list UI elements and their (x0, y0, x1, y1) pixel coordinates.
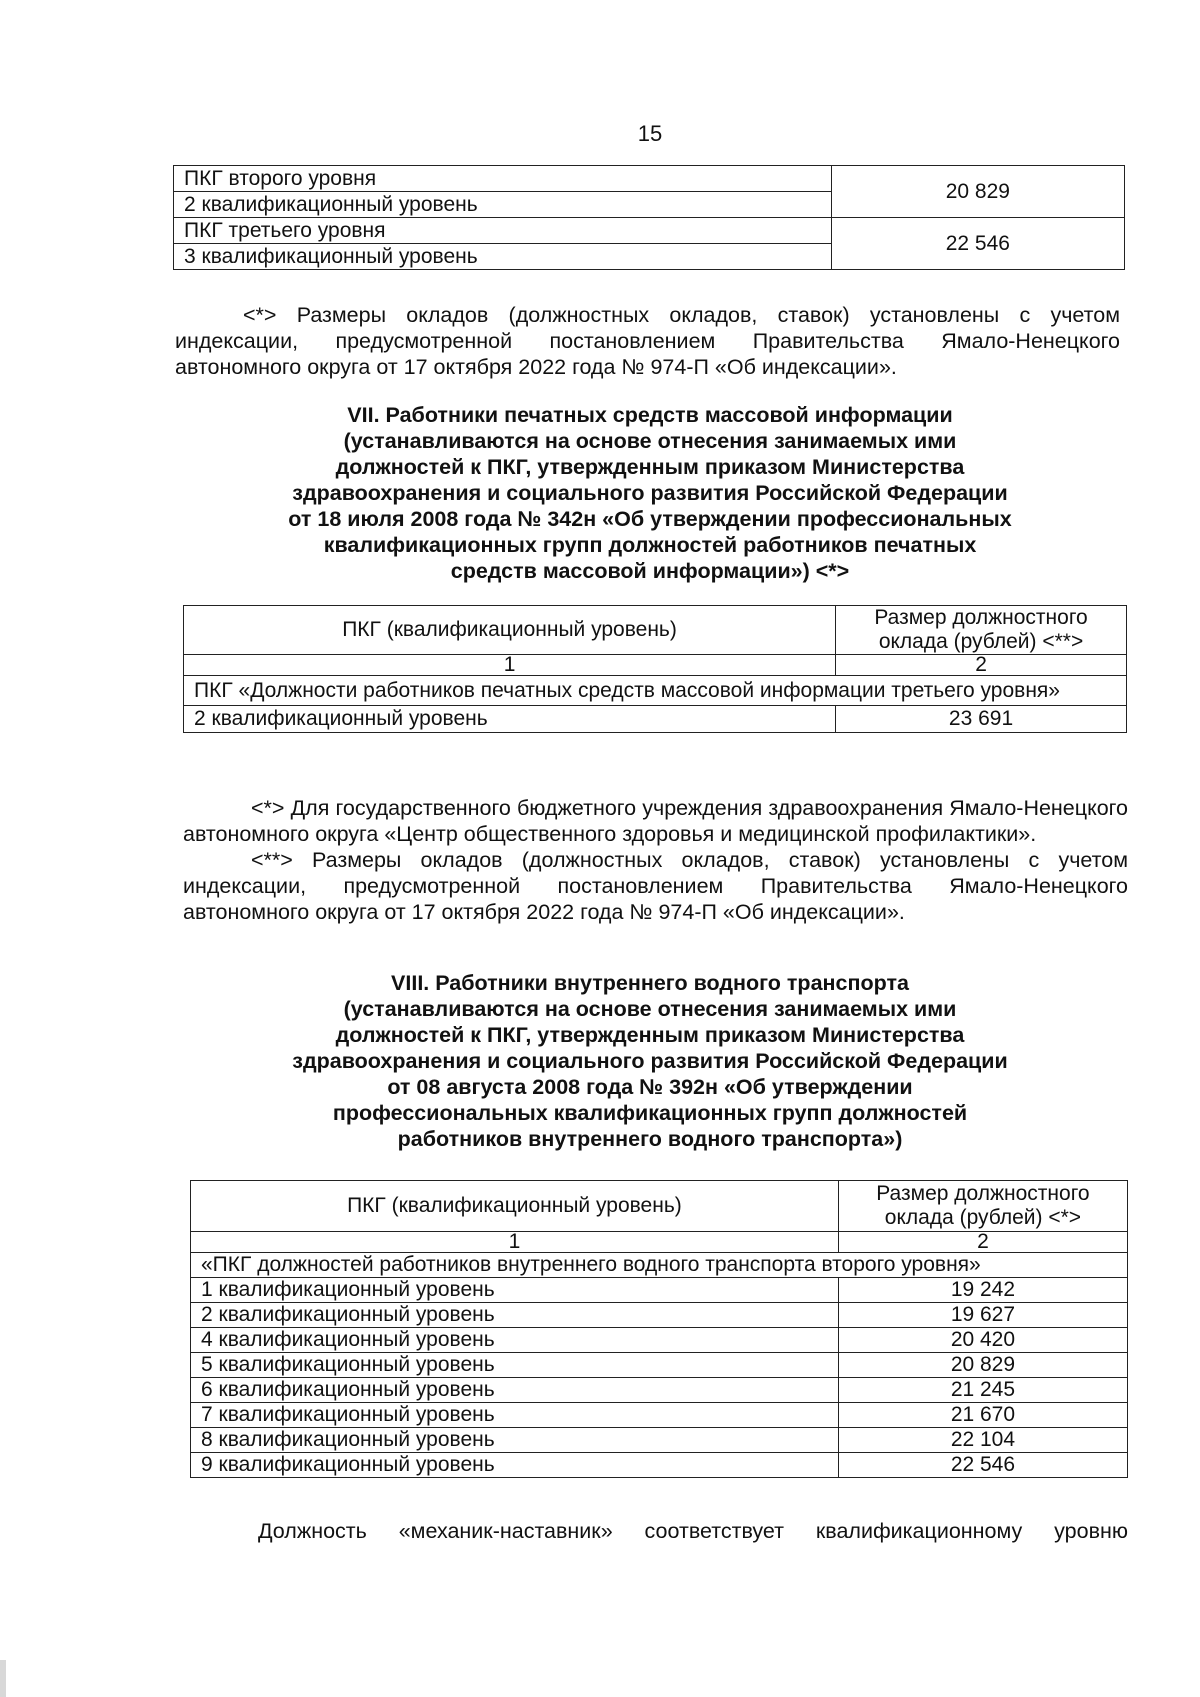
table-cell-value: 20 829 (838, 1353, 1127, 1378)
footnote-indexation (175, 302, 1120, 380)
column-header-pkg: ПКГ (квалификационный уровень) (184, 606, 836, 655)
table-row (174, 166, 1125, 192)
table-cell-value: 23 691 (836, 706, 1127, 733)
header-line: Размер должностного (876, 1182, 1090, 1205)
footnote-text: <*> Для государственного бюджетного учреждения здравоохранения Ямало-Ненецкого автономного округа «Центр общественного здоровья и медицинской профилактики». (183, 796, 1128, 846)
table-cell-value: 21 670 (838, 1403, 1127, 1428)
column-number: 2 (836, 655, 1127, 676)
table-group-row (191, 1253, 1128, 1278)
table-cell-label: 2 квалификационный уровень (174, 192, 832, 218)
table-row (191, 1278, 1128, 1303)
table-cell-label: 6 квалификационный уровень (191, 1378, 839, 1403)
table-row (191, 1328, 1128, 1353)
section-7-heading (175, 402, 1125, 584)
table-row (191, 1303, 1128, 1328)
closing-paragraph (190, 1518, 1128, 1545)
heading-line: от 18 июля 2008 года № 342н «Об утверждении профессиональных (288, 507, 1012, 531)
table-row (191, 1428, 1128, 1453)
heading-line: квалификационных групп должностей работников печатных (323, 533, 977, 557)
table-cell-label: 8 квалификационный уровень (191, 1428, 839, 1453)
table-row (191, 1453, 1128, 1478)
column-header-pkg: ПКГ (квалификационный уровень) (191, 1181, 839, 1232)
table-cell-value: 22 546 (838, 1453, 1127, 1478)
table-cell-value: 20 420 (838, 1328, 1127, 1353)
table-pkg-levels-continued (173, 165, 1125, 270)
table-cell-value: 22 546 (831, 218, 1124, 270)
table-row (191, 1403, 1128, 1428)
page-number: 15 (637, 121, 663, 146)
table-column-numbers (191, 1232, 1128, 1253)
table-cell-label: ПКГ третьего уровня (174, 218, 832, 244)
heading-line: средств массовой информации») <*> (450, 559, 850, 583)
column-number: 1 (184, 655, 836, 676)
table-inland-water-transport (190, 1180, 1128, 1478)
heading-line: здравоохранения и социального развития Российской Федерации (292, 481, 1008, 505)
heading-line: работников внутреннего водного транспорта») (397, 1127, 903, 1151)
heading-line: (устанавливаются на основе отнесения занимаемых ими (343, 997, 957, 1021)
heading-line: здравоохранения и социального развития Российской Федерации (292, 1049, 1008, 1073)
paragraph-text: Должность «механик-наставник» соответствует квалификационному уровню (258, 1519, 1128, 1543)
footnote-text: <**> Размеры окладов (должностных окладов, ставок) установлены с учетом индексации, предусмотренной постановлением Правительства Ямало-Ненецкого автономного округа от 17 октября 2022 года № 974-П «Об индексации». (183, 848, 1128, 924)
column-number: 1 (191, 1232, 839, 1253)
section-8-heading (175, 970, 1125, 1152)
table-header-row (184, 606, 1127, 655)
header-line: Размер должностного (874, 606, 1088, 629)
table-cell-label: 3 квалификационный уровень (174, 244, 832, 270)
header-line: оклада (рублей) <*> (884, 1206, 1082, 1229)
table-cell-label: 9 квалификационный уровень (191, 1453, 839, 1478)
table-cell-label: 7 квалификационный уровень (191, 1403, 839, 1428)
heading-line: должностей к ПКГ, утвержденным приказом Министерства (335, 455, 965, 479)
table-header-row (191, 1181, 1128, 1232)
column-header-salary (836, 606, 1127, 655)
heading-line: VII. Работники печатных средств массовой информации (347, 403, 953, 427)
table-row (184, 706, 1127, 733)
heading-line: должностей к ПКГ, утвержденным приказом Министерства (335, 1023, 965, 1047)
table-row (191, 1378, 1128, 1403)
group-label: ПКГ «Должности работников печатных средств массовой информации третьего уровня» (184, 676, 1127, 706)
table-cell-label: 1 квалификационный уровень (191, 1278, 839, 1303)
table-cell-label: 2 квалификационный уровень (191, 1303, 839, 1328)
table-cell-label: 5 квалификационный уровень (191, 1353, 839, 1378)
table-cell-label: 4 квалификационный уровень (191, 1328, 839, 1353)
table-cell-value: 20 829 (831, 166, 1124, 218)
column-number: 2 (838, 1232, 1127, 1253)
column-header-salary (838, 1181, 1127, 1232)
table-column-numbers (184, 655, 1127, 676)
table-cell-value: 19 242 (838, 1278, 1127, 1303)
table-row (174, 218, 1125, 244)
table-cell-value: 21 245 (838, 1378, 1127, 1403)
group-label: «ПКГ должностей работников внутреннего водного транспорта второго уровня» (191, 1253, 1128, 1278)
table-cell-value: 19 627 (838, 1303, 1127, 1328)
header-line: оклада (рублей) <**> (878, 630, 1084, 653)
scan-edge-shadow (0, 1660, 6, 1697)
table-cell-label: ПКГ второго уровня (174, 166, 832, 192)
heading-line: (устанавливаются на основе отнесения занимаемых ими (343, 429, 957, 453)
heading-line: профессиональных квалификационных групп должностей (332, 1101, 968, 1125)
footnote-text: <*> Размеры окладов (должностных окладов, ставок) установлены с учетом индексации, предусмотренной постановлением Правительства Ямало-Ненецкого автономного округа от 17 октября 2022 года № 974-П «Об индексации». (175, 303, 1120, 379)
heading-line: от 08 августа 2008 года № 392н «Об утверждении (387, 1075, 913, 1099)
table-cell-label: 2 квалификационный уровень (184, 706, 836, 733)
table-group-row (184, 676, 1127, 706)
heading-line: VIII. Работники внутреннего водного транспорта (391, 971, 909, 995)
table-row (191, 1353, 1128, 1378)
footnotes-section-7 (183, 795, 1128, 925)
table-cell-value: 22 104 (838, 1428, 1127, 1453)
table-print-media (183, 605, 1127, 733)
